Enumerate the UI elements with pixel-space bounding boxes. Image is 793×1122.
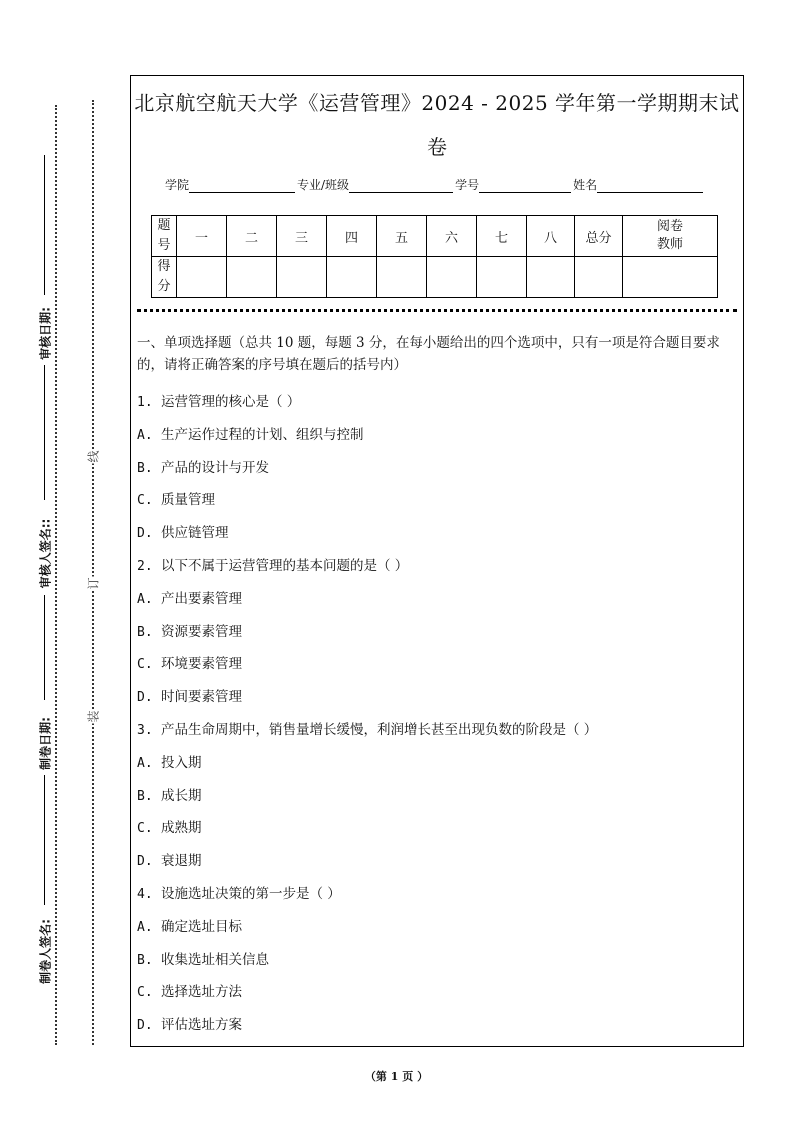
- col-5: 五: [377, 216, 427, 257]
- paper-date-line[interactable]: [44, 595, 45, 700]
- score-cell-grader[interactable]: [623, 257, 718, 298]
- score-cell-7[interactable]: [477, 257, 527, 298]
- score-label: 得 分: [152, 257, 177, 298]
- seal-char-zhuang: 装: [86, 710, 101, 723]
- score-cell-3[interactable]: [277, 257, 327, 298]
- binding-margin: [0, 0, 130, 1122]
- option-2c: C. 环境要素管理: [137, 656, 242, 673]
- student-id-field[interactable]: [479, 180, 571, 193]
- college-field[interactable]: [189, 180, 295, 193]
- dotted-separator: [137, 309, 737, 312]
- student-id-label: 学号: [455, 178, 480, 192]
- col-total: 总分: [575, 216, 623, 257]
- paper-date-label: 制卷日期:: [38, 717, 53, 770]
- question-number-label: 题 号: [152, 216, 177, 257]
- option-2a: A. 产出要素管理: [137, 590, 242, 607]
- section-single-choice: [137, 332, 737, 1042]
- name-field[interactable]: [597, 180, 703, 193]
- score-cell-1[interactable]: [177, 257, 227, 298]
- binding-dotted-line-inner: [55, 105, 57, 1045]
- paper-author-signature-label: 制卷人签名:: [38, 919, 53, 984]
- col-8: 八: [527, 216, 575, 257]
- exam-title-continued: 卷: [427, 135, 447, 159]
- score-cell-6[interactable]: [427, 257, 477, 298]
- col-grader: 阅卷 教师: [623, 216, 718, 257]
- binding-dotted-line-outer: [92, 100, 94, 1045]
- score-table: [151, 215, 718, 298]
- score-cell-2[interactable]: [227, 257, 277, 298]
- section-heading: 一、单项选择题（总共 10 题，每题 3 分，在每小题给出的四个选项中，只有一项是符合题目要求的，请将正确答案的序号填在题后的括号内）: [137, 335, 720, 373]
- seal-char-ding: 订: [86, 577, 101, 590]
- col-1: 一: [177, 216, 227, 257]
- question-3: 3. 产品生命周期中，销售量增长缓慢，利润增长甚至出现负数的阶段是（ ）: [137, 721, 598, 738]
- option-4c: C. 选择选址方法: [137, 984, 242, 1001]
- col-7: 七: [477, 216, 527, 257]
- question-2: 2. 以下不属于运营管理的基本问题的是（ ）: [137, 557, 409, 574]
- option-4b: B. 收集选址相关信息: [137, 951, 269, 968]
- col-6: 六: [427, 216, 477, 257]
- score-table-score-row: [152, 257, 718, 298]
- option-1c: C. 质量管理: [137, 492, 215, 509]
- option-1d: D. 供应链管理: [137, 525, 229, 542]
- option-3b: B. 成长期: [137, 787, 202, 804]
- review-date-label: 审核日期:: [38, 307, 53, 360]
- score-cell-5[interactable]: [377, 257, 427, 298]
- option-4d: D. 评估选址方案: [137, 1017, 242, 1034]
- option-3d: D. 衰退期: [137, 853, 202, 870]
- col-2: 二: [227, 216, 277, 257]
- page-number: （第 1 页 ）: [364, 1070, 429, 1083]
- question-4: 4. 设施选址决策的第一步是（ ）: [137, 885, 341, 902]
- question-1: 1. 运营管理的核心是（ ）: [137, 394, 301, 410]
- option-2d: D. 时间要素管理: [137, 689, 242, 706]
- option-4a: A. 确定选址目标: [137, 918, 242, 935]
- exam-page-frame: [130, 75, 744, 1047]
- major-class-field[interactable]: [349, 180, 453, 193]
- paper-author-signature-line[interactable]: [44, 775, 45, 905]
- student-info-row: [165, 176, 705, 193]
- seal-char-xian: 线: [86, 450, 101, 463]
- option-3c: C. 成熟期: [137, 820, 202, 837]
- score-cell-8[interactable]: [527, 257, 575, 298]
- option-1b: B. 产品的设计与开发: [137, 459, 269, 476]
- score-cell-total[interactable]: [575, 257, 623, 298]
- college-label: 学院: [165, 178, 190, 192]
- reviewer-signature-line[interactable]: [44, 365, 45, 500]
- reviewer-signature-label: 审核人签名::: [38, 518, 53, 589]
- major-class-label: 专业/班级: [297, 178, 350, 192]
- review-date-line[interactable]: [44, 155, 45, 295]
- col-4: 四: [327, 216, 377, 257]
- option-1a: A. 生产运作过程的计划、组织与控制: [137, 426, 364, 443]
- score-table-header-row: [152, 216, 718, 257]
- option-2b: B. 资源要素管理: [137, 623, 242, 640]
- exam-title: 北京航空航天大学《运营管理》2024 - 2025 学年第一学期期末试: [134, 91, 740, 115]
- option-3a: A. 投入期: [137, 754, 202, 771]
- col-3: 三: [277, 216, 327, 257]
- name-label: 姓名: [573, 178, 598, 192]
- score-cell-4[interactable]: [327, 257, 377, 298]
